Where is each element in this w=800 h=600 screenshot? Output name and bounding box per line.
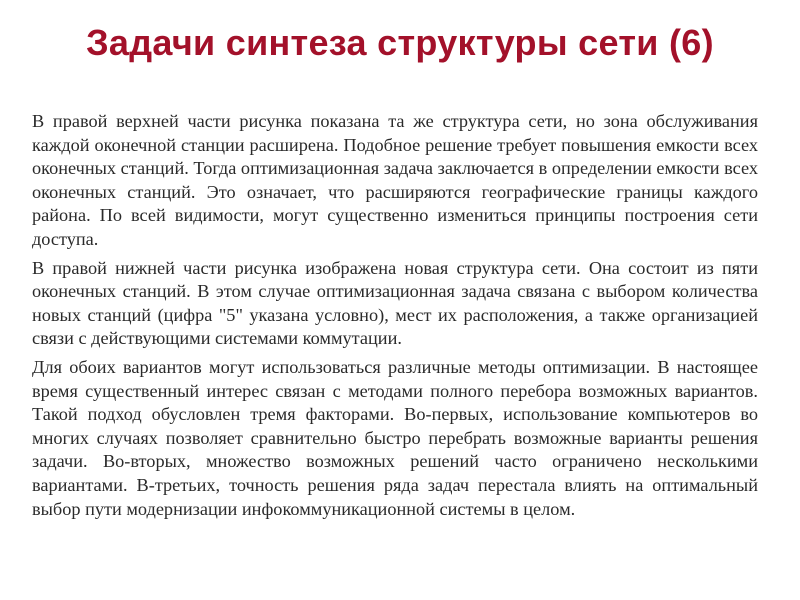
- paragraph-2: В правой нижней части рисунка изображена новая структура сети. Она состоит из пяти оконечных станций. В этом случае оптимизационная задача связана с выбором количества новых станций (цифра "5" указана условно), мест их расположения, а также организацией связи с действующими системами коммутации.: [32, 257, 758, 349]
- slide-title: Задачи синтеза структуры сети (6): [86, 22, 714, 63]
- paragraph-3: Для обоих вариантов могут использоваться различные методы оптимизации. В настоящее время существенный интерес связан с методами полного перебора возможных вариантов. Такой подход обусловлен тремя факторами. Во-первых, использование компьютеров во многих случаях позволяет сравнительно быстро перебрать возможные варианты решения задачи. Во-вторых, множество возможных решений часто ограничено несколькими вариантами. В-третьих, точность решения ряда задач перестала влиять на оптимальный выбор пути модернизации инфокоммуникационной системы в целом.: [32, 356, 758, 519]
- paragraph-1: В правой верхней части рисунка показана та же структура сети, но зона обслуживания каждой оконечной станции расширена. Подобное решение требует повышения емкости всех оконечных станций. Тогда оптимизационная задача заключается в определении емкости всех оконечных станций. Это означает, что расширяются географические границы каждого района. По всей видимости, могут существенно измениться принципы построения сети доступа.: [32, 111, 758, 249]
- slide-body: [32, 110, 758, 526]
